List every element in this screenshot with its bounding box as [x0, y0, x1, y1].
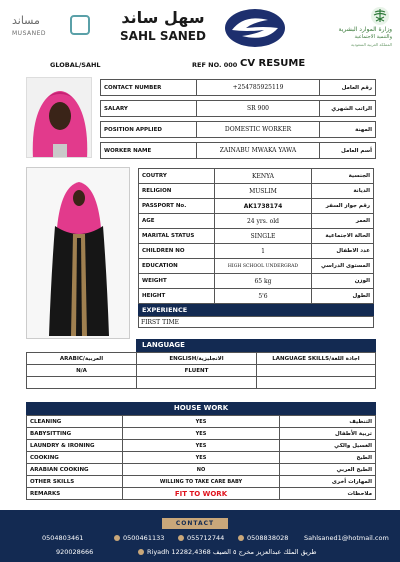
cleaning-arabic: التنظيف — [280, 416, 376, 428]
footer-address — [138, 548, 317, 556]
ref-number: REF NO. 000 — [192, 61, 238, 69]
footer-phone-3[interactable] — [178, 534, 224, 542]
arabic-header: ARABIC/العربية — [27, 353, 137, 365]
table-row — [139, 169, 374, 184]
portrait-figure-icon — [27, 78, 92, 158]
remarks-value: FIT TO WORK — [123, 488, 280, 500]
musaned-mark-icon — [70, 15, 90, 35]
footer — [0, 510, 400, 562]
salary-value: SR 900 — [197, 101, 320, 117]
location-icon — [138, 549, 144, 555]
contact-number-label: CONTACT NUMBER — [101, 80, 197, 96]
other-skills-value: WILLING TO TAKE CARE BABY — [123, 476, 280, 488]
marital-status-value: SINGLE — [215, 229, 312, 244]
musaned-logo-english: MUSANED — [12, 30, 46, 37]
empty-cell — [137, 377, 257, 389]
worker-name-label: WORKER NAME — [101, 143, 197, 159]
table-row — [139, 259, 374, 274]
footer-phone-3-text: 055712744 — [187, 534, 225, 542]
children-arabic: عدد الاطفال — [312, 244, 374, 259]
table-row — [139, 289, 374, 304]
table-row — [101, 122, 376, 138]
table-row — [139, 229, 374, 244]
footer-phone-5[interactable] — [56, 548, 93, 556]
country-arabic: الجنسية — [312, 169, 374, 184]
table-row — [139, 274, 374, 289]
babysitting-label: BABYSITTING — [27, 428, 123, 440]
laundry-arabic: الغسيل والكي — [280, 440, 376, 452]
cooking-arabic: الطبخ — [280, 452, 376, 464]
other-skills-label: OTHER SKILLS — [27, 476, 123, 488]
house-work-table — [26, 415, 376, 500]
ministry-line-1: وزارة الموارد البشرية — [338, 26, 392, 33]
sahl-saned-logo — [108, 8, 218, 48]
table-row — [27, 476, 376, 488]
english-header: ENGLISH/الانجليزية — [137, 353, 257, 365]
salary-label: SALARY — [101, 101, 197, 117]
house-work-heading: HOUSE WORK — [26, 402, 376, 415]
portrait-photo — [26, 77, 92, 158]
cv-title: CV RESUME — [240, 58, 306, 69]
cleaning-value: YES — [123, 416, 280, 428]
height-value: 5'6 — [215, 289, 312, 304]
footer-email[interactable] — [304, 534, 389, 542]
weight-value: 65 kg — [215, 274, 312, 289]
worker-name-value: ZAINABU MWAKA YAWA — [197, 143, 320, 159]
position-value: DOMESTIC WORKER — [197, 122, 320, 138]
footer-phone-1-text: 0504803461 — [42, 534, 84, 542]
footer-phone-1[interactable] — [42, 534, 83, 542]
footer-phone-4[interactable] — [238, 534, 288, 542]
cleaning-label: CLEANING — [27, 416, 123, 428]
marital-status-label: MARITAL STATUS — [139, 229, 215, 244]
language-heading: LANGUAGE — [136, 339, 376, 352]
marital-status-arabic: الحالة الاجتماعية — [312, 229, 374, 244]
education-label: EDUCATION — [139, 259, 215, 274]
religion-label: RELIGION — [139, 184, 215, 199]
education-arabic: المستوى الدراسي — [312, 259, 374, 274]
empty-cell — [27, 377, 137, 389]
table-row — [27, 377, 376, 389]
arabic-value: N/A — [27, 365, 137, 377]
experience-value: FIRST TIME — [138, 316, 374, 328]
laundry-value: YES — [123, 440, 280, 452]
table-row — [27, 452, 376, 464]
table-row — [101, 101, 376, 117]
religion-arabic: الديانة — [312, 184, 374, 199]
sahl-saned-emblem-icon — [224, 8, 286, 48]
full-body-photo — [26, 167, 130, 339]
arabian-cooking-label: ARABIAN COOKING — [27, 464, 123, 476]
babysitting-value: YES — [123, 428, 280, 440]
remarks-label: REMARKS — [27, 488, 123, 500]
children-value: 1 — [215, 244, 312, 259]
table-row — [139, 214, 374, 229]
table-row — [27, 464, 376, 476]
religion-value: MUSLIM — [215, 184, 312, 199]
babysitting-arabic: تربية الأطفال — [280, 428, 376, 440]
language-table — [26, 352, 376, 389]
country-label: COUTRY — [139, 169, 215, 184]
height-label: HEIGHT — [139, 289, 215, 304]
country-value: KENYA — [215, 169, 312, 184]
table-row — [27, 353, 376, 365]
phone-icon — [114, 535, 120, 541]
table-row — [27, 365, 376, 377]
height-arabic: الطول — [312, 289, 374, 304]
table-row — [101, 80, 376, 96]
weight-label: WEIGHT — [139, 274, 215, 289]
personal-details-table — [138, 168, 374, 304]
table-row — [27, 428, 376, 440]
ministry-line-3: المملكة العربية السعودية — [350, 42, 392, 47]
age-label: AGE — [139, 214, 215, 229]
other-skills-arabic: المهارات أخرى — [280, 476, 376, 488]
passport-value: AK1738174 — [215, 199, 312, 214]
table-row — [139, 244, 374, 259]
ministry-line-2: والتنمية الاجتماعية — [354, 34, 392, 40]
remarks-arabic: ملاحظات — [280, 488, 376, 500]
weight-arabic: الوزن — [312, 274, 374, 289]
ministry-logo — [318, 6, 392, 50]
cooking-label: COOKING — [27, 452, 123, 464]
language-skills-value — [257, 365, 376, 377]
contact-label: CONTACT — [162, 518, 228, 529]
sahl-saned-arabic: سهل ساند — [121, 8, 205, 27]
contact-info-table — [100, 79, 376, 159]
position-label: POSITION APPLIED — [101, 122, 197, 138]
age-value: 24 yrs. old — [215, 214, 312, 229]
footer-phone-5-text: 920028666 — [56, 548, 94, 556]
palm-emblem-icon — [370, 6, 390, 26]
footer-phone-4-text: 0508838028 — [247, 534, 289, 542]
musaned-logo-arabic: مساند — [12, 14, 40, 27]
arabian-cooking-value: NO — [123, 464, 280, 476]
footer-phone-2[interactable] — [114, 534, 164, 542]
full-body-figure-icon — [27, 168, 130, 339]
table-row — [139, 184, 374, 199]
table-row — [139, 199, 374, 214]
table-row — [101, 143, 376, 159]
phone-icon — [238, 535, 244, 541]
position-arabic: المهنة — [320, 122, 376, 138]
worker-name-arabic: أسم العامل — [320, 143, 376, 159]
sahl-saned-english: SAHL SANED — [120, 29, 206, 43]
footer-email-text: Sahlsaned1@hotmail.com — [304, 534, 389, 542]
empty-cell — [257, 377, 376, 389]
experience-heading: EXPERIENCE — [138, 304, 374, 316]
title-bar — [26, 58, 374, 72]
education-value: HIGH SCHOOL UNDERGRAD — [215, 259, 312, 274]
footer-address-text: Riyadh 12282,4368 طريق الملك عبدالعزيز مخرج ٥ الصيف — [147, 548, 317, 556]
passport-label: PASSPORT No. — [139, 199, 215, 214]
children-label: CHILDREN NO — [139, 244, 215, 259]
table-row — [27, 440, 376, 452]
english-value: FLUENT — [137, 365, 257, 377]
arabian-cooking-arabic: الطبخ العربي — [280, 464, 376, 476]
table-row — [27, 488, 376, 500]
salary-arabic: الراتب الشهري — [320, 101, 376, 117]
cooking-value: YES — [123, 452, 280, 464]
language-skills-header: LANGUAGE SKILLS/اجادة اللغة — [257, 353, 376, 365]
age-arabic: العمر — [312, 214, 374, 229]
footer-phone-2-text: 0500461133 — [123, 534, 165, 542]
table-row — [27, 416, 376, 428]
passport-arabic: رقم جواز السفر — [312, 199, 374, 214]
contact-number-arabic: رقم العامل — [320, 80, 376, 96]
header — [0, 0, 400, 56]
phone-icon — [178, 535, 184, 541]
contact-number-value: +254785925119 — [197, 80, 320, 96]
laundry-label: LAUNDRY & IRONING — [27, 440, 123, 452]
global-label: GLOBAL/SAHL — [50, 61, 101, 69]
musaned-logo — [10, 14, 100, 38]
